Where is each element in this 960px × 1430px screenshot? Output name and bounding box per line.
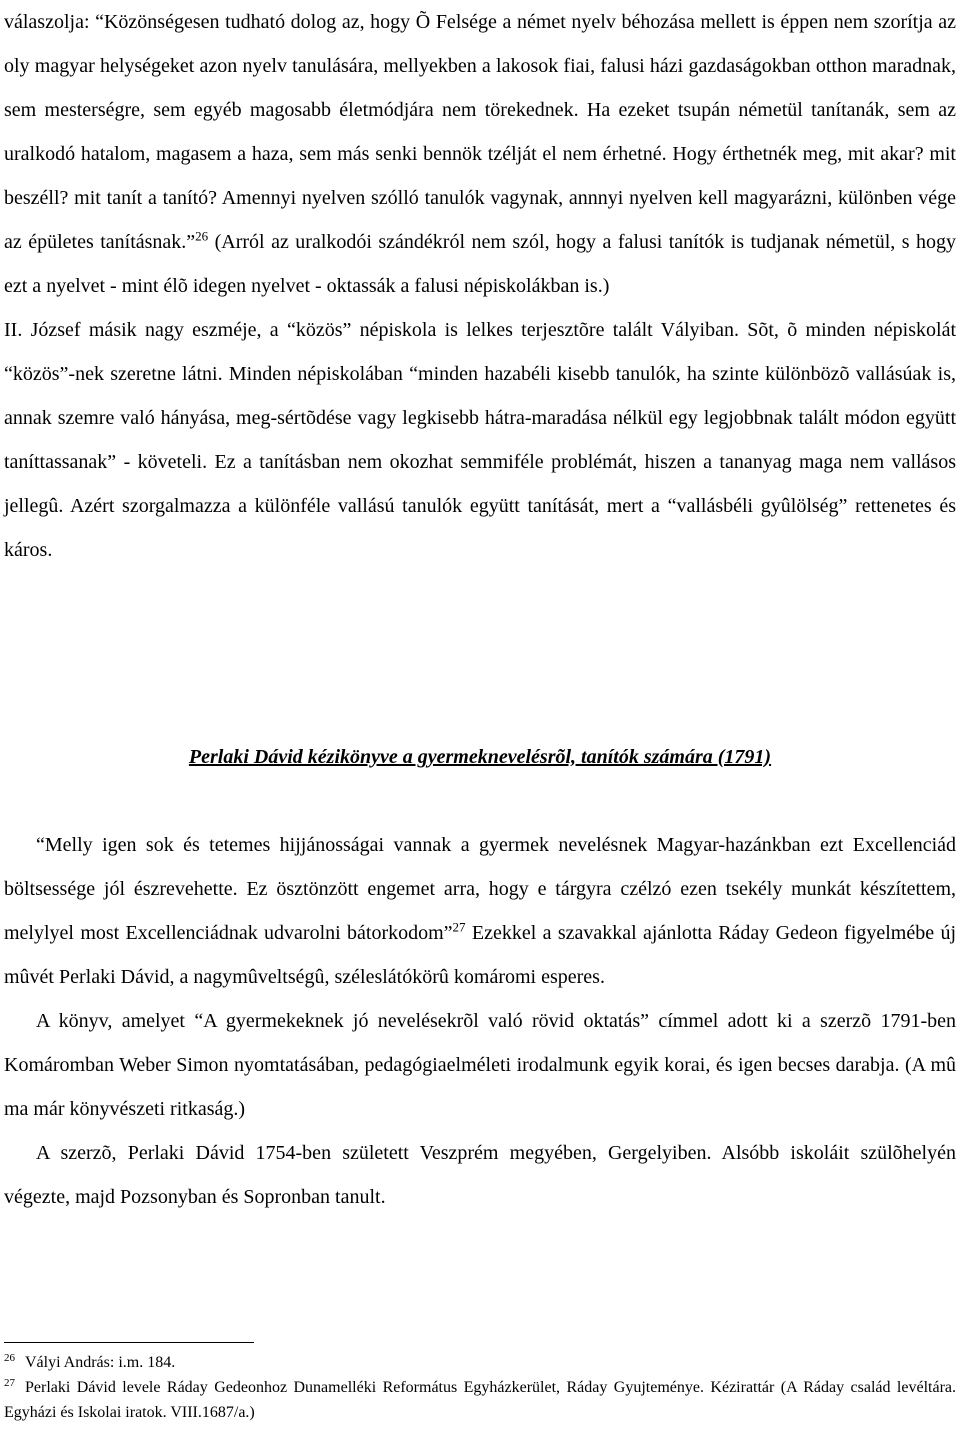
paragraph-text: Ezekkel a szavakkal ajánlotta Ráday Gedeon figyelmébe új mûvét Perlaki Dávid, a nagymûveltségû, széleslátókörû komáromi esperes. — [4, 922, 957, 988]
paragraph-text: válaszolja: “Közönségesen tudható dolog az, hogy Õ Felsége a német nyelv béhozása mellett is éppen nem szorítja az oly magyar helységeket azon nyelv tanulására, mellyekben a lakosok fiai, falusi házi gazdaságokban otthon maradnak, sem mesterségre, sem egyéb magosabb életmódjára nem törekednek. Ha ezeket tsupán németül tanítanák, sem az uralkodó hatalom, magasem a haza, sem más senki bennök tzélját el nem érhetné. Hogy érthetnék meg, mit akar? mit beszéll? mit tanít a tanító? Amennyi nyelven szólló tanulók vagynak, annnyi nyelven kell magyarázni, különben vége az épületes tanításnak.” — [4, 11, 956, 253]
paragraph-author — [0, 1131, 960, 1219]
paragraph-text: “Melly igen sok és tetemes hijjánosságai vannak a gyermek nevelésnek Magyar-hazánkban ezt Excellenciád böltsessége jól észrevehette. Ez ösztönzött engemet arra, hogy e tárgyra czélzó ezen tsekély munkát készítettem, melylyel most Excellenciádnak udvarolni bátorkodom” — [4, 834, 956, 944]
paragraph-kozos-nepiskola — [0, 308, 960, 572]
paragraph-book — [0, 999, 960, 1131]
paragraph-perlaki-quote — [0, 823, 960, 999]
footnote-divider — [4, 1342, 254, 1343]
footnote-27 — [4, 1375, 956, 1425]
body-bottom — [0, 823, 960, 1219]
footnote-number: 27 — [4, 1376, 15, 1389]
body-top — [0, 0, 960, 572]
section-heading: Perlaki Dávid kézikönyve a gyermeknevelésrõl, tanítók számára (1791) — [188, 746, 772, 768]
paragraph-text: A szerzõ, Perlaki Dávid 1754-ben született Veszprém megyében, Gergelyiben. Alsóbb iskoláit szülõhelyén végezte, majd Pozsonyban és Sopronban tanult. — [4, 1142, 956, 1208]
footnote-text: Perlaki Dávid levele Ráday Gedeonhoz Dunamelléki Református Egyházkerület, Ráday Gyujteménye. Kézirattár (A Ráday család levéltára. Egyházi és Iskolai iratok. VIII.1687/a.) — [4, 1379, 956, 1421]
footnotes — [4, 1350, 956, 1425]
footnote-text: Vályi András: i.m. 184. — [25, 1354, 176, 1371]
footnote-number: 26 — [4, 1351, 15, 1364]
footnote-ref-26[interactable]: 26 — [195, 228, 209, 244]
paragraph-text: (Arról az uralkodói szándékról nem szól, hogy a falusi tanítók is tudjanak németül, s hogy ezt a nyelvet - mint élõ idegen nyelvet - oktassák a falusi népiskolákban is.) — [4, 231, 957, 297]
footnote-26 — [4, 1350, 956, 1375]
paragraph-text: II. József másik nagy eszméje, a “közös” népiskola is lelkes terjesztõre talált Vályiban. Sõt, õ minden népiskolát “közös”-nek szeretne látni. Minden népiskolában “minden hazabéli kisebb tanulók, ha szinte különbözõ vallásúak is, annak szemre való hányása, meg-sértõdése vagy legkisebb hátra-maradása nélkül egy legjobbnak talált módon együtt taníttassanak” - követeli. Ez a tanításban nem okozhat semmiféle problémát, hiszen a tananyag maga nem vallásos jellegû. Azért szorgalmazza a különféle vallású tanulók együtt tanítását, mert a “vallásbéli gyûlölség” rettenetes és káros. — [4, 319, 956, 561]
paragraph-text: A könyv, amelyet “A gyermekeknek jó nevelésekrõl való rövid oktatás” címmel adott ki a szerzõ 1791-ben Komáromban Weber Simon nyomtatásában, pedagógiaelméleti irodalmunk egyik korai, és igen becses darabja. (A mû ma már könyvészeti ritkaság.) — [4, 1010, 956, 1120]
paragraph-vályi-quote — [0, 0, 960, 308]
section-heading-wrap — [0, 735, 960, 779]
footnote-ref-27[interactable]: 27 — [452, 919, 466, 935]
